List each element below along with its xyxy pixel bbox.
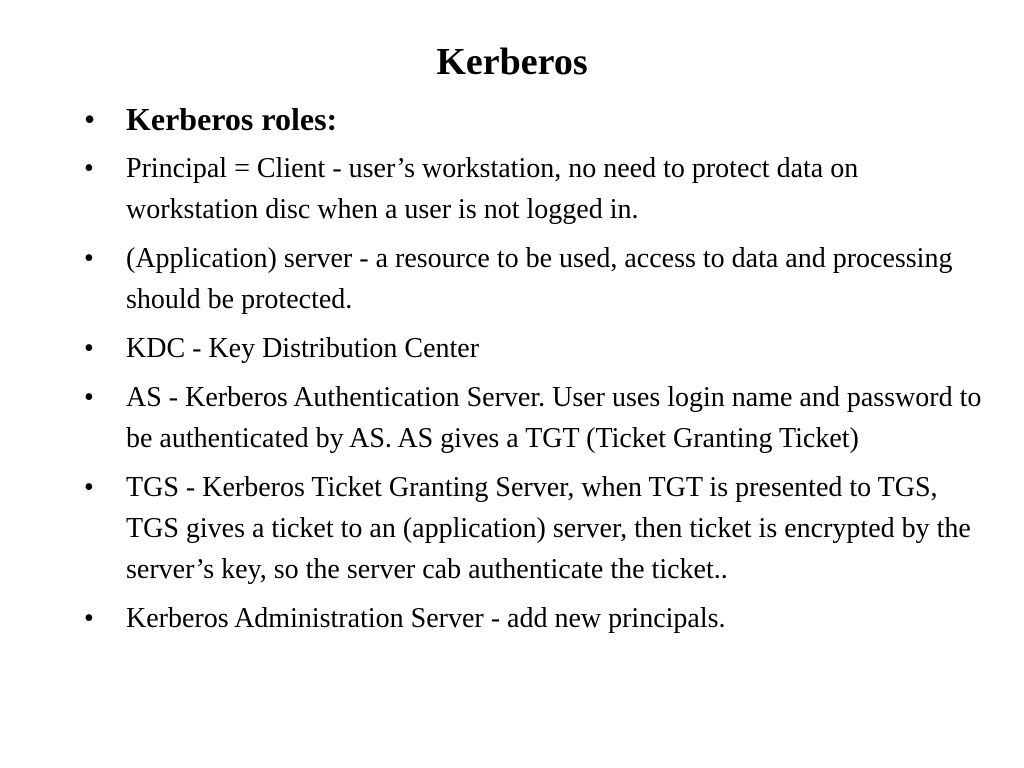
bullet-item-as <box>84 377 994 459</box>
bullet-list <box>84 96 994 647</box>
bullet-text: AS - Kerberos Authentication Server. User uses login name and password to be authenticated by AS. AS gives a TGT (Ticket Granting Ticket) <box>126 382 982 454</box>
bullet-text: Kerberos roles: <box>126 101 338 137</box>
bullet-dot-icon: • <box>84 472 94 503</box>
bullet-dot-icon: • <box>84 333 94 364</box>
bullet-item-principal <box>84 148 994 230</box>
bullet-item-tgs <box>84 467 994 590</box>
bullet-dot-icon: • <box>84 382 94 413</box>
bullet-text: Principal = Client - user’s workstation, no need to protect data on workstation disc when a user is not logged in. <box>126 153 859 225</box>
bullet-dot-icon: • <box>84 603 94 634</box>
bullet-dot-icon: • <box>84 243 94 274</box>
bullet-dot-icon: • <box>84 153 94 184</box>
bullet-dot-icon: • <box>84 101 96 137</box>
bullet-item-admin-server <box>84 598 994 639</box>
bullet-item-kdc <box>84 328 994 369</box>
slide-title: Kerberos <box>436 41 588 83</box>
bullet-item-roles-heading <box>84 96 994 142</box>
bullet-item-application-server <box>84 238 994 320</box>
bullet-text: KDC - Key Distribution Center <box>126 333 480 364</box>
bullet-text: (Application) server - a resource to be used, access to data and processing should be protected. <box>126 243 953 315</box>
bullet-text: Kerberos Administration Server - add new principals. <box>126 603 726 634</box>
bullet-text: TGS - Kerberos Ticket Granting Server, when TGT is presented to TGS, TGS gives a ticket to an (application) server, then ticket is encrypted by the server’s key, so the server cab authenticate the ticket.. <box>126 472 971 585</box>
